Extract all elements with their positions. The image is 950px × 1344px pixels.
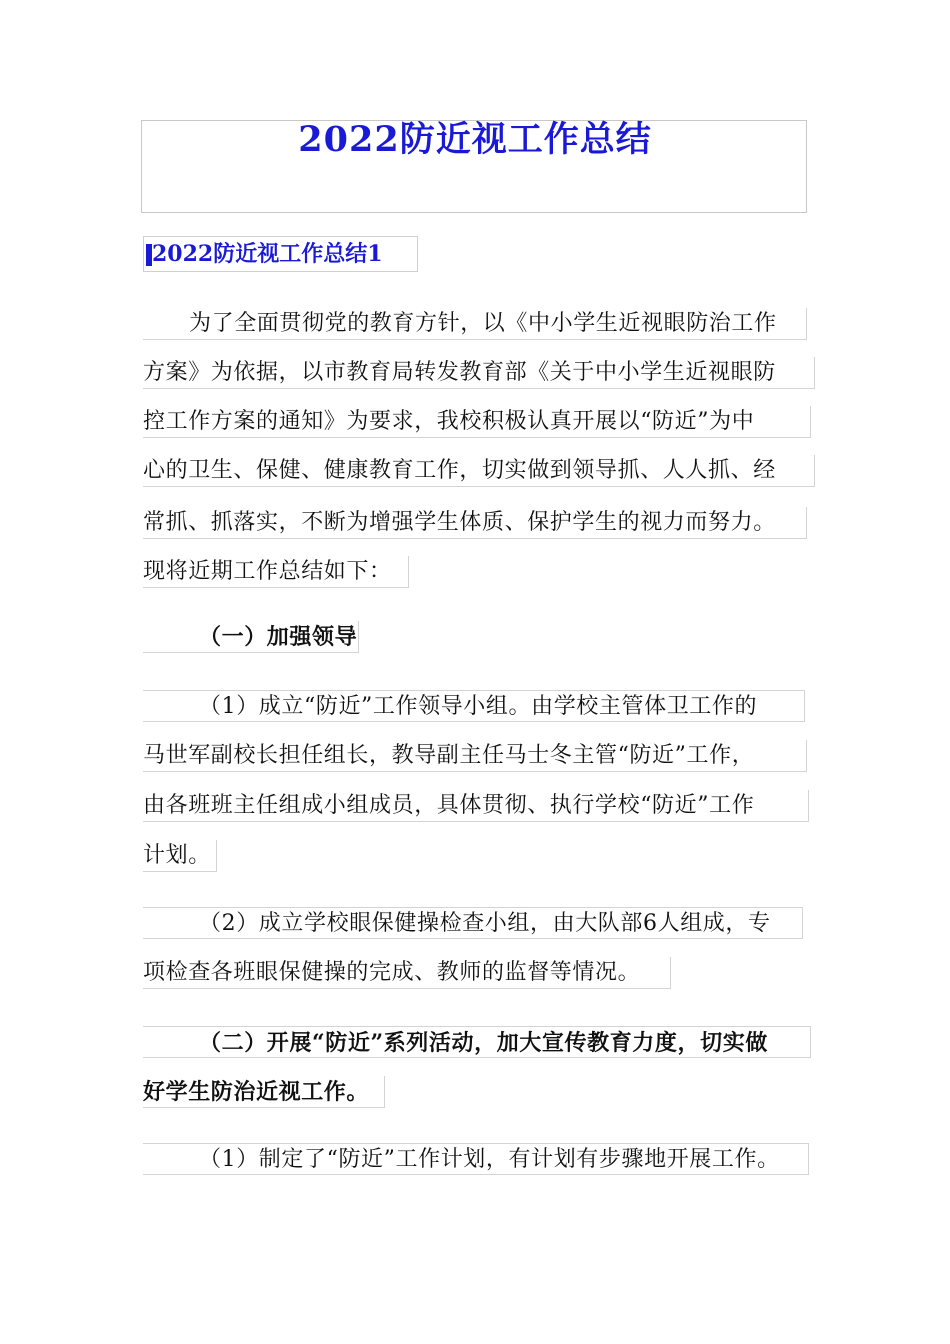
para1-line: 马世军副校长担任组长，教导副主任马士冬主管“防近”工作， bbox=[143, 740, 807, 772]
para1-line: 由各班班主任组成小组成员，具体贯彻、执行学校“防近”工作 bbox=[143, 790, 809, 822]
subheading-1: （一）加强领导 bbox=[143, 621, 359, 653]
document-title: 2022防近视工作总结 bbox=[298, 119, 652, 160]
subheading-2-line: （二）开展“防近”系列活动，加大宣传教育力度，切实做 bbox=[143, 1026, 811, 1058]
subheading-2-line: 好学生防治近视工作。 bbox=[143, 1076, 385, 1108]
section-heading: 2022防近视工作总结1 bbox=[152, 241, 383, 267]
para1-line: 计划。 bbox=[143, 840, 217, 872]
para2-line: （2）成立学校眼保健操检查小组，由大队部6人组成，专 bbox=[143, 907, 803, 939]
intro-line: 方案》为依据，以市教育局转发教育部《关于中小学生近视眼防 bbox=[143, 357, 815, 389]
para3-line: （1）制定了“防近”工作计划，有计划有步骤地开展工作。 bbox=[143, 1143, 809, 1175]
para2-line: 项检查各班眼保健操的完成、教师的监督等情况。 bbox=[143, 957, 671, 989]
para1-line: （1）成立“防近”工作领导小组。由学校主管体卫工作的 bbox=[143, 690, 805, 722]
intro-line: 控工作方案的通知》为要求，我校积极认真开展以“防近”为中 bbox=[143, 406, 811, 438]
intro-line: 现将近期工作总结如下： bbox=[143, 556, 409, 588]
intro-line: 常抓、抓落实，不断为增强学生体质、保护学生的视力而努力。 bbox=[143, 507, 807, 539]
intro-line: 为了全面贯彻党的教育方针，以《中小学生近视眼防治工作 bbox=[143, 308, 807, 340]
intro-line: 心的卫生、保健、健康教育工作，切实做到领导抓、人人抓、经 bbox=[143, 455, 815, 487]
